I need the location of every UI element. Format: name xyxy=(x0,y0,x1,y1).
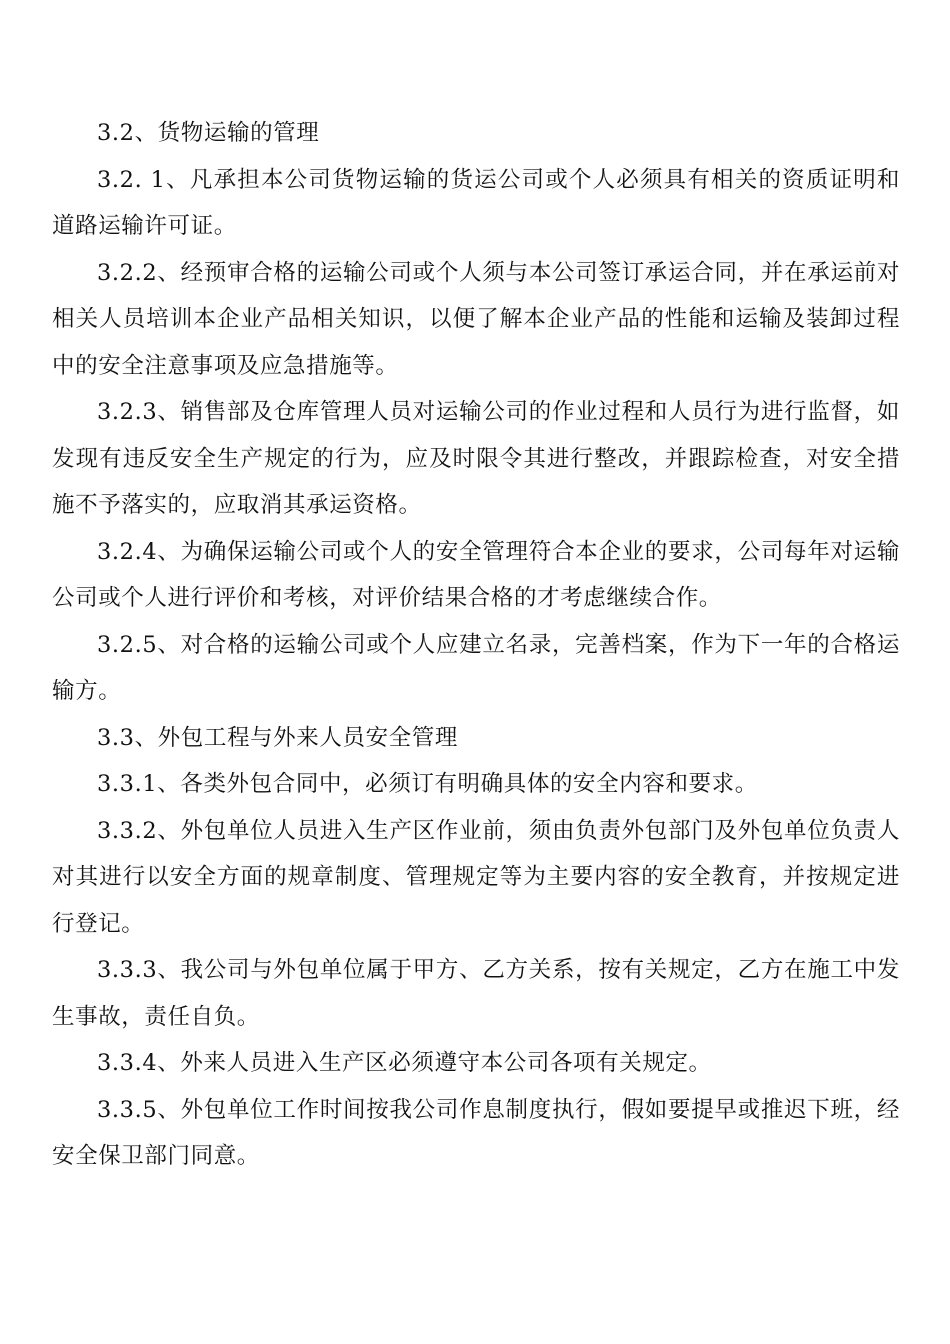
section-heading-3-2: 3.2、货物运输的管理 xyxy=(97,120,320,146)
clause-3-3-2: 3.3.2、外包单位人员进入生产区作业前，须由负责外包部门及外包单位负责人对其进行以安全方面的规章制度、管理规定等为主要内容的安全教育，并按规定进行登记。 xyxy=(52,817,900,937)
section-heading-3-3: 3.3、外包工程与外来人员安全管理 xyxy=(97,724,458,751)
clause-3-3-4: 3.3.4、外来人员进入生产区必须遵守本公司各项有关规定。 xyxy=(97,1050,712,1076)
clause-3-2-4: 3.2.4、为确保运输公司或个人的安全管理符合本企业的要求，公司每年对运输公司或个人进行评价和考核，对评价结果合格的才考虑继续合作。 xyxy=(52,538,900,611)
clause-3-2-3: 3.2.3、销售部及仓库管理人员对运输公司的作业过程和人员行为进行监督，如发现有违反安全生产规定的行为，应及时限令其进行整改，并跟踪检查，对安全措施不予落实的，应取消其承运资格。 xyxy=(52,399,900,518)
clause-3-2-1: 3.2. 1、凡承担本公司货物运输的货运公司或个人必须具有相关的资质证明和道路运输许可证。 xyxy=(52,166,900,239)
clause-3-2-2: 3.2.2、经预审合格的运输公司或个人须与本公司签订承运合同，并在承运前对相关人员培训本企业产品相关知识，以便了解本企业产品的性能和运输及装卸过程中的安全注意事项及应急措施等。 xyxy=(52,259,900,379)
clause-3-3-1: 3.3.1、各类外包合同中，必须订有明确具体的安全内容和要求。 xyxy=(97,771,758,797)
clause-3-2-5: 3.2.5、对合格的运输公司或个人应建立名录，完善档案，作为下一年的合格运输方。 xyxy=(52,631,900,704)
document-body xyxy=(52,110,900,1180)
clause-3-3-5: 3.3.5、外包单位工作时间按我公司作息制度执行，假如要提早或推迟下班，经安全保卫部门同意。 xyxy=(52,1096,900,1169)
clause-3-3-3: 3.3.3、我公司与外包单位属于甲方、乙方关系，按有关规定，乙方在施工中发生事故，责任自负。 xyxy=(52,957,900,1030)
